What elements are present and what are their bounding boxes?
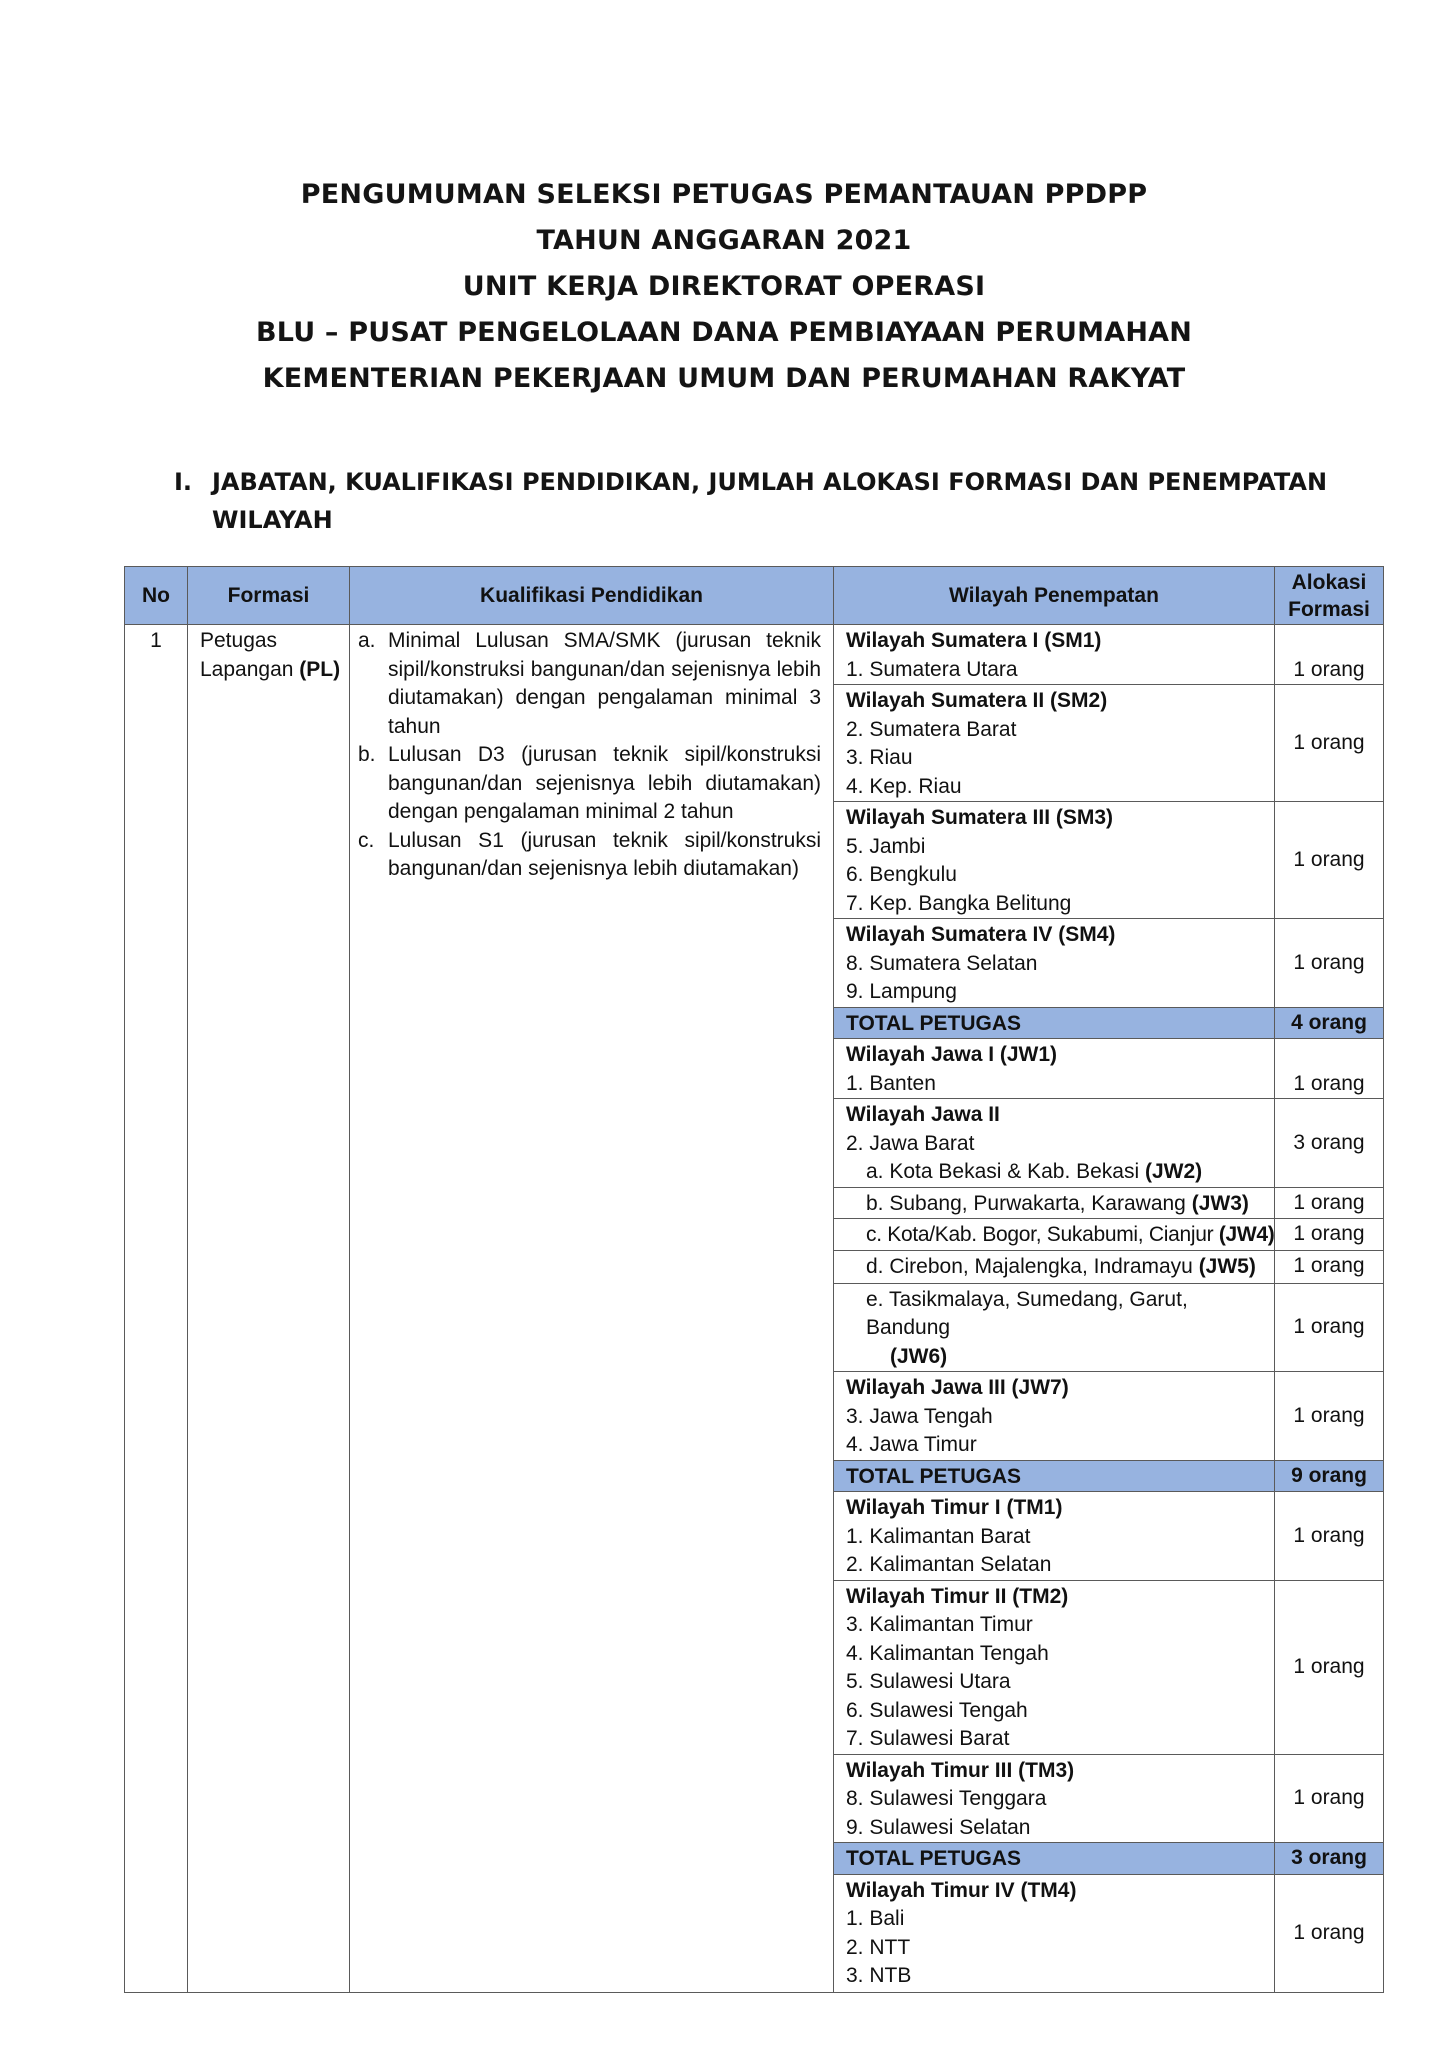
sub-area-code: (JW4) <box>1218 1223 1275 1246</box>
sub-area-name: a. Kota Bekasi & Kab. Bekasi <box>866 1160 1140 1183</box>
title-line: BLU – PUSAT PENGELOLAAN DANA PEMBIAYAAN PERUMAHAN <box>255 317 1193 348</box>
list-item <box>358 741 821 827</box>
province: 9. Sulawesi Selatan <box>846 1815 1031 1839</box>
alokasi-jw2: 3 orang <box>1275 1099 1384 1188</box>
section-title-line-1: JABATAN, KUALIFIKASI PENDIDIKAN, JUMLAH ALOKASI FORMASI DAN PENEMPATAN <box>212 468 1328 496</box>
list-text: Lulusan D3 (jurusan teknik sipil/konstruksi bangunan/dan sejenisnya lebih diutamakan) dengan pengalaman minimal 2 tahun <box>388 743 821 823</box>
province: 7. Kep. Bangka Belitung <box>846 891 1072 915</box>
alokasi-sm4: 1 orang <box>1275 919 1384 1008</box>
section-title-line-2: WILAYAH <box>212 506 333 534</box>
alokasi-value: 1 orang <box>1293 1071 1365 1095</box>
total-value: 9 orang <box>1275 1460 1384 1492</box>
region-cell-sm2 <box>834 685 1275 802</box>
alokasi-jw6: 1 orang <box>1275 1283 1384 1372</box>
sub-area-code-text: (JW6) <box>890 1344 948 1368</box>
province: 1. Bali <box>846 1907 905 1930</box>
region-cell-jw7 <box>834 1372 1275 1461</box>
formasi-code: (PL) <box>299 657 341 681</box>
header-formasi: Formasi <box>188 567 350 625</box>
region-cell-tm4 <box>834 1874 1275 1992</box>
list-item <box>358 827 821 884</box>
title-line: PENGUMUMAN SELEKSI PETUGAS PEMANTAUAN PPDPP <box>300 179 1148 210</box>
sub-area <box>846 1253 1270 1282</box>
region-cell-jw2 <box>834 1099 1275 1188</box>
alokasi-tm3: 1 orang <box>1275 1754 1384 1843</box>
region-cell-sm3 <box>834 802 1275 919</box>
province: 9. Lampung <box>846 980 957 1003</box>
title-line: KEMENTERIAN PEKERJAAN UMUM DAN PERUMAHAN RAKYAT <box>262 363 1186 394</box>
alokasi-jw7: 1 orang <box>1275 1372 1384 1461</box>
province: 1. Sumatera Utara <box>846 657 1018 681</box>
region-title: Wilayah Timur II (TM2) <box>846 1584 1069 1608</box>
region-cell-tm3 <box>834 1754 1275 1843</box>
province: 4. Kalimantan Tengah <box>846 1641 1049 1665</box>
province: 4. Kep. Riau <box>846 774 962 798</box>
province: 7. Sulawesi Barat <box>846 1727 1010 1750</box>
kualifikasi-cell <box>350 625 834 1993</box>
region-cell-sm1 <box>834 625 1275 685</box>
sub-area-name: c. Kota/Kab. Bogor, Sukabumi, Cianjur <box>866 1223 1214 1246</box>
header-wilayah: Wilayah Penempatan <box>834 567 1275 625</box>
region-cell-jw6 <box>834 1283 1275 1372</box>
alokasi-sm3: 1 orang <box>1275 802 1384 919</box>
list-marker: b. <box>358 743 376 766</box>
total-value: 4 orang <box>1275 1007 1384 1039</box>
list-text: Lulusan S1 (jurusan teknik sipil/konstruksi bangunan/dan sejenisnya lebih diutamakan) <box>388 828 821 880</box>
sub-area <box>846 1190 1270 1219</box>
region-cell-jw1 <box>834 1039 1275 1099</box>
alokasi-jw5: 1 orang <box>1275 1250 1384 1283</box>
sub-area-code: (JW3) <box>1191 1191 1249 1215</box>
alokasi-jw4: 1 orang <box>1275 1219 1384 1251</box>
province: 8. Sulawesi Tenggara <box>846 1787 1047 1810</box>
province: 8. Sumatera Selatan <box>846 951 1038 975</box>
alokasi-tm2: 1 orang <box>1275 1580 1384 1754</box>
region-title: Wilayah Timur IV (TM4) <box>846 1878 1077 1902</box>
province: 3. Jawa Tengah <box>846 1404 993 1428</box>
province: 1. Banten <box>846 1071 936 1095</box>
list-marker: a. <box>358 629 376 652</box>
region-title: Wilayah Timur I (TM1) <box>846 1496 1063 1519</box>
region-cell-jw5 <box>834 1250 1275 1283</box>
province: 2. Jawa Barat <box>846 1131 975 1155</box>
province: 5. Sulawesi Utara <box>846 1670 1011 1693</box>
sub-area-name: d. Cirebon, Majalengka, Indramayu <box>866 1254 1193 1278</box>
sub-area-name: b. Subang, Purwakarta, Karawang <box>866 1191 1186 1215</box>
sub-area: e. Tasikmalaya, Sumedang, Garut, Bandung <box>866 1287 1188 1339</box>
title-line: UNIT KERJA DIREKTORAT OPERASI <box>462 271 986 302</box>
region-title: Wilayah Sumatera I (SM1) <box>846 629 1102 652</box>
region-title: Wilayah Timur III (TM3) <box>846 1758 1075 1782</box>
table-row <box>125 625 1384 685</box>
header-alokasi: Alokasi Formasi <box>1275 567 1384 625</box>
alokasi-jw1 <box>1275 1039 1384 1099</box>
province: 2. Sumatera Barat <box>846 717 1017 741</box>
title-line: TAHUN ANGGARAN 2021 <box>536 225 912 256</box>
header-kualifikasi: Kualifikasi Pendidikan <box>350 567 834 625</box>
total-label: TOTAL PETUGAS <box>834 1460 1275 1492</box>
region-cell-jw4 <box>834 1219 1275 1251</box>
province: 3. Kalimantan Timur <box>846 1613 1033 1636</box>
region-title: Wilayah Jawa I (JW1) <box>846 1043 1058 1066</box>
total-label: TOTAL PETUGAS <box>834 1007 1275 1039</box>
province: 3. NTB <box>846 1964 912 1987</box>
region-cell-jw3 <box>834 1187 1275 1219</box>
sub-area-code: (JW5) <box>1198 1254 1256 1278</box>
list-marker: c. <box>358 828 375 852</box>
region-cell-tm2 <box>834 1580 1275 1754</box>
region-title: Wilayah Sumatera IV (SM4) <box>846 923 1116 946</box>
formasi-cell <box>188 625 350 1993</box>
alokasi-tm4: 1 orang <box>1275 1874 1384 1992</box>
list-text: Minimal Lulusan SMA/SMK (jurusan teknik sipil/konstruksi bangunan/dan sejenisnya lebih diutamakan) dengan pengalaman minimal 3 tahun <box>388 629 821 738</box>
region-title: Wilayah Sumatera II (SM2) <box>846 689 1108 712</box>
section-number: I. <box>174 468 193 496</box>
alokasi-jw3: 1 orang <box>1275 1187 1384 1219</box>
alokasi-sm2: 1 orang <box>1275 685 1384 802</box>
table-header-row <box>125 567 1384 625</box>
row-number: 1 <box>125 625 188 1993</box>
region-title: Wilayah Sumatera III (SM3) <box>846 806 1114 829</box>
region-title: Wilayah Jawa III (JW7) <box>846 1376 1069 1399</box>
province: 6. Sulawesi Tengah <box>846 1698 1028 1722</box>
province: 1. Kalimantan Barat <box>846 1524 1031 1548</box>
province: 2. NTT <box>846 1935 911 1959</box>
province: 3. Riau <box>846 746 913 769</box>
formation-table <box>124 566 1384 1993</box>
sub-area-code <box>846 1343 1270 1372</box>
alokasi-sm1 <box>1275 625 1384 685</box>
formasi-name: Petugas Lapangan <box>200 629 294 681</box>
region-cell-tm1 <box>834 1492 1275 1581</box>
header-no: No <box>125 567 188 625</box>
document-title <box>0 172 1448 402</box>
sub-area-code: (JW2) <box>1145 1160 1203 1183</box>
kualifikasi-list <box>358 627 821 884</box>
alokasi-value: 1 orang <box>1293 657 1365 681</box>
province: 6. Bengkulu <box>846 863 957 886</box>
region-cell-sm4 <box>834 919 1275 1008</box>
alokasi-tm1: 1 orang <box>1275 1492 1384 1581</box>
province: 2. Kalimantan Selatan <box>846 1553 1052 1576</box>
total-value: 3 orang <box>1275 1843 1384 1875</box>
list-item <box>358 627 821 741</box>
sub-area <box>846 1221 1275 1250</box>
province: 5. Jambi <box>846 834 926 858</box>
sub-area <box>846 1158 1270 1187</box>
province: 4. Jawa Timur <box>846 1433 977 1456</box>
total-label: TOTAL PETUGAS <box>834 1843 1275 1875</box>
region-title: Wilayah Jawa II <box>846 1103 1000 1126</box>
